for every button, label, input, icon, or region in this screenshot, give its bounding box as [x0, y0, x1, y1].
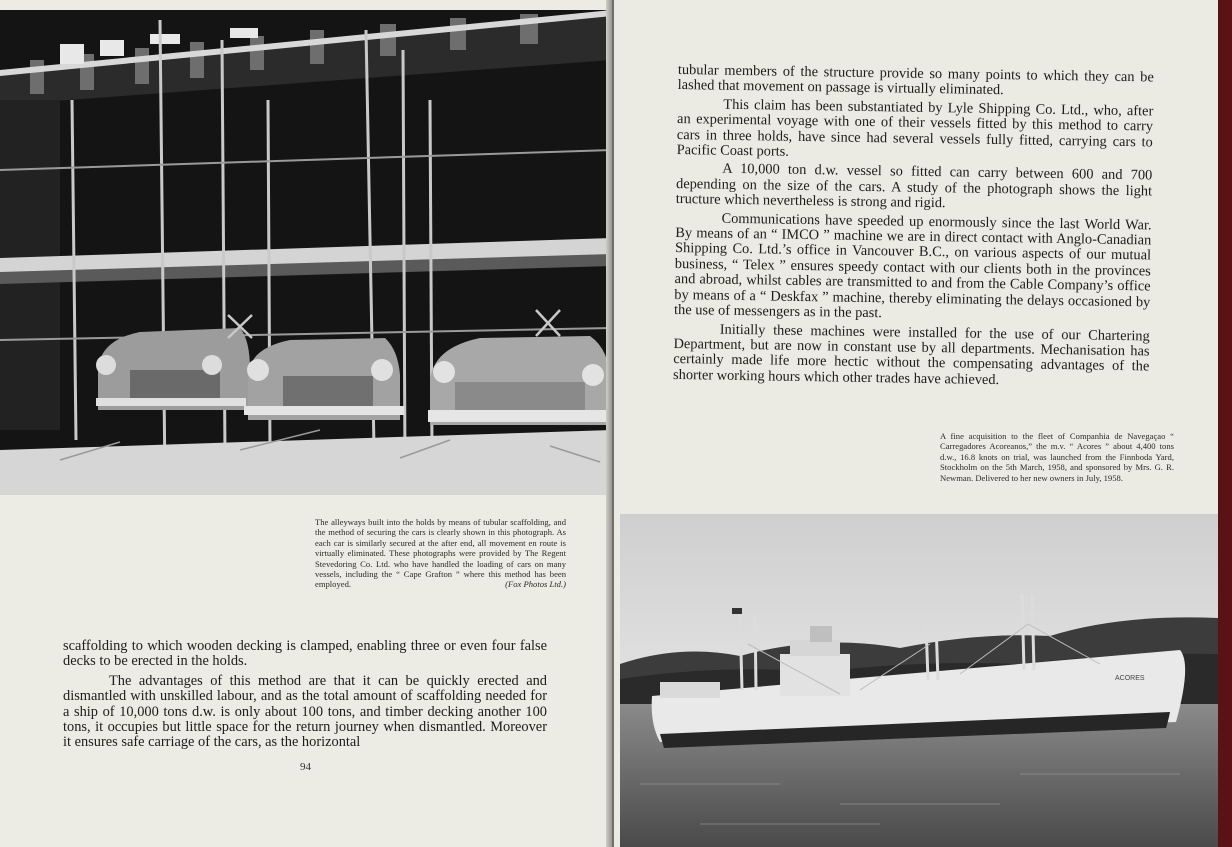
- book-cover-edge: [1218, 0, 1232, 847]
- left-body-text: [63, 639, 547, 751]
- right-paragraph-5: Initially these machines were installed for the use of our Chartering Department, but are now in constant use by all departments. Mechanisation has certainly made life more hectic without the compensating advantages of the shorter working hours which other trades have achieved.: [672, 321, 1150, 388]
- right-paragraph-4: Communications have speeded up enormously since the last World War. By means of an “ IMCO ” machine we are in direct contact with Anglo-Canadian Shipping Co. Ltd.’s office in Vancouver B.C., on various aspects of our mutual business, “ Telex ” ensures speedy contact with our clients both in the provinces and abroad, whilst cables are transmitted to and from the Cable Company’s office by means of a “ Deskfax ” machine, thereby eliminating the delays occasioned by the use of messengers as in the past.: [673, 210, 1152, 322]
- ship-name-label: ACORES: [1115, 675, 1145, 682]
- left-page: [0, 0, 612, 847]
- ship-photo-caption: A fine acquisition to the fleet of Companhia de Navegaçao “ Carregadores Acoreanos,” the m.v. “ Acores ” about 4,400 tons d.w., 16.8 knots on trial, was launched from the Finnboda Yard, Stockholm on the 5th March, 1958, and sponsored by Mrs. G. R. Newman. Delivered to her new owners in July, 1958.: [940, 431, 1174, 483]
- page-number: 94: [300, 761, 311, 773]
- car-hold-photo: [0, 10, 612, 495]
- right-body-text: [673, 63, 1154, 391]
- right-paragraph-2: This claim has been substantiated by Lyle Shipping Co. Ltd., who, after an experimental voyage with one of their vessels fitted by this method to carry cars in three holds, have since had several vessels fully fitted, carrying cars to Pacific Coast ports.: [676, 96, 1154, 160]
- right-paragraph-3: A 10,000 ton d.w. vessel so fitted can carry between 600 and 700 depending on the size of the cars. A study of the photograph shows the light tructure which nevertheless is strong and rigid.: [675, 161, 1153, 212]
- left-paragraph-1: scaffolding to which wooden decking is clamped, enabling three or even four false decks to be erected in the holds.: [63, 638, 547, 670]
- right-paragraph-1: tubular members of the structure provide so many points to which they can be lashed that movement on passage is virtually eliminated.: [677, 62, 1154, 99]
- car-caption-credit: (Fox Photos Ltd.): [505, 579, 566, 590]
- ship-photo: [620, 514, 1218, 847]
- car-caption-text: The alleyways built into the holds by means of tubular scaffolding, and the method of securing the cars is clearly shown in this photograph. As each car is similarly secured at the after end, all movement en route is virtually eliminated. These photographs were provided by The Regent Stevedoring Co. Ltd. who have handled the loading of cars on many vessels, including the “ Cape Grafton ” where this method has been employed.: [315, 517, 566, 590]
- car-photo-caption: [315, 517, 566, 590]
- left-paragraph-2: The advantages of this method are that it can be quickly erected and dismantled with unskilled labour, and as the total amount of scaffolding needed for a ship of 10,000 tons d.w. is only about 100 tons, and timber decking another 100 tons, it occupies but little space for the return journey when dismantled. Moreover it ensures safe carriage of the cars, as the horizontal: [63, 672, 547, 751]
